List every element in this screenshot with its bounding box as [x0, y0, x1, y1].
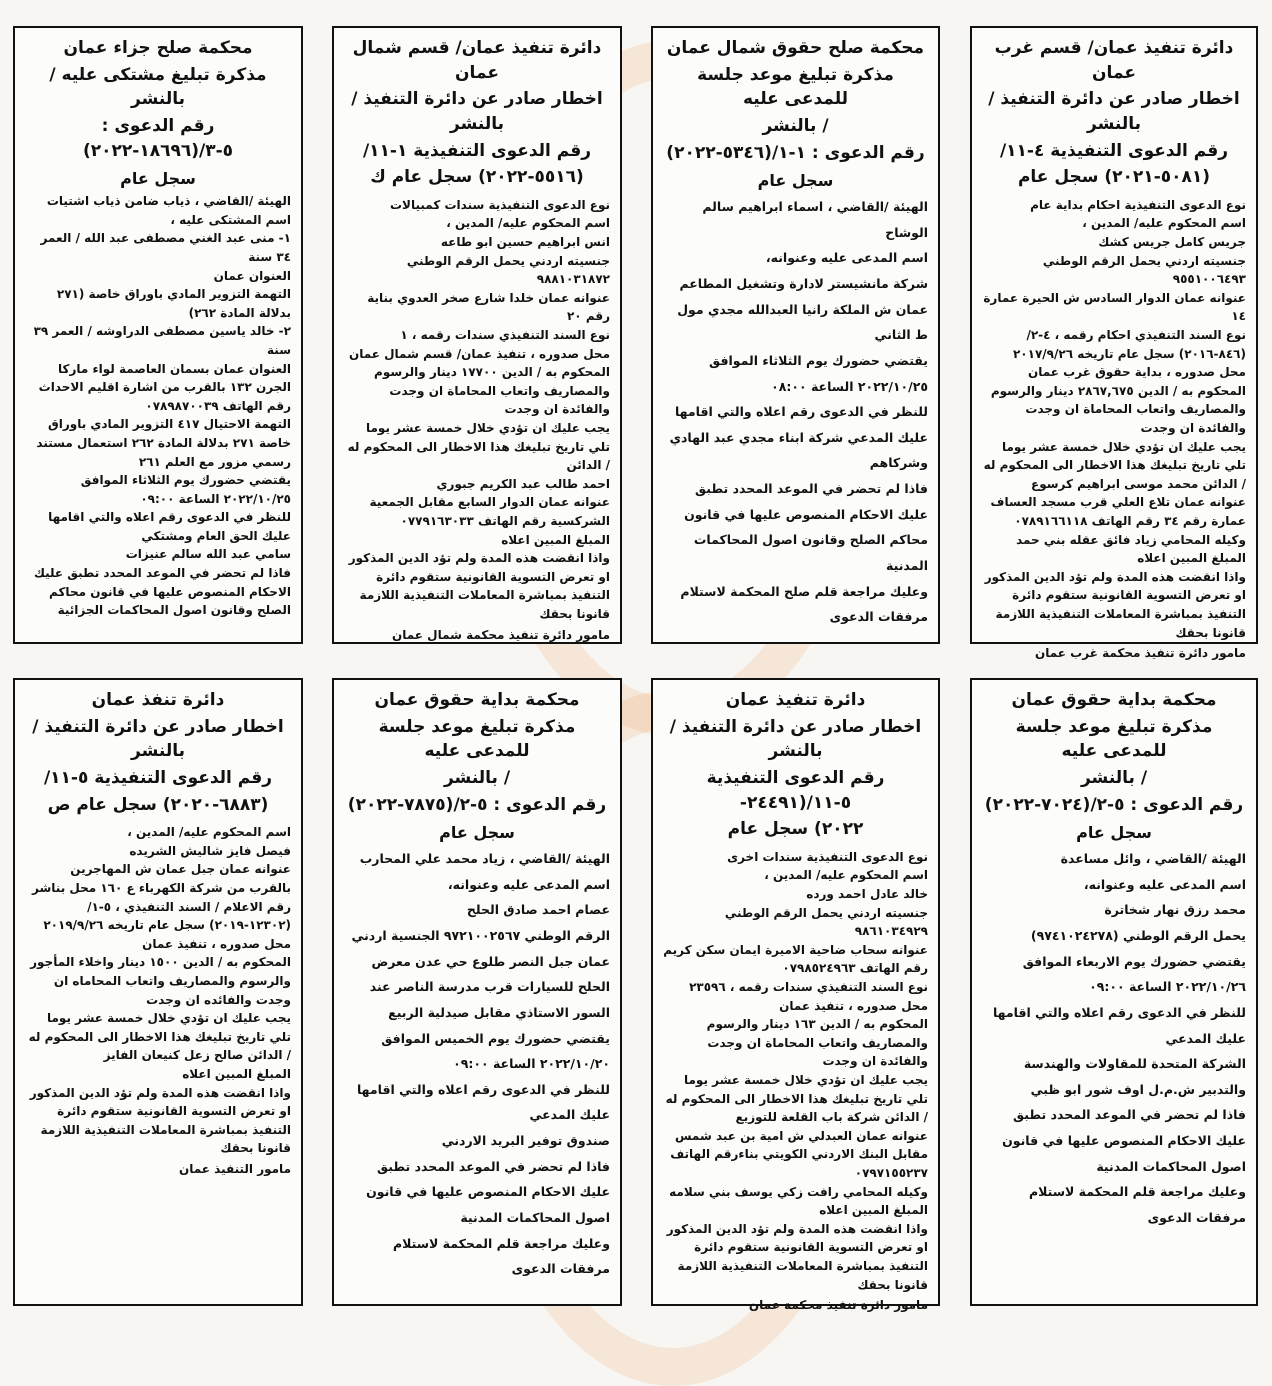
notice-title [663, 688, 928, 842]
notice-title-line: رقم الدعوى التنفيذية ٤-١١/ [999, 140, 1229, 161]
notice-west-amman-execution [970, 26, 1258, 661]
notice-title-line: مذكرة تبليغ موعد جلسة للمدعى عليه [1015, 716, 1213, 762]
notice-body-line: الهيئة /القاضي ، وائل مساعدة [1060, 851, 1246, 867]
notice-signature: مامور التنفيذ عمان [178, 1161, 291, 1176]
notice-body [982, 196, 1246, 642]
notice-body-line: المبلغ المبين اعلاه [1137, 551, 1246, 566]
notice-amman-first-instance-7024 [970, 678, 1258, 1306]
notice-body [344, 846, 610, 1282]
notice-signature: مامور دائرة تنفيذ محكمة غرب عمان [1035, 646, 1246, 661]
notice-body-line: محل صدوره ، تنفيذ عمان/ قسم شمال عمان [348, 346, 610, 361]
notice-title-line: دائرة تنفيذ عمان [725, 690, 866, 710]
notice-body-line: التهمة الاحتيال ٤١٧ التزوير المادي باوراق خاصة ٢٧١ بدلالة المادة ٢٦٢ استعمال مستند رسمي مزور مع العلم ٢٦١ [36, 417, 291, 469]
notice-body-line: عنوانه عمان تلاع العلي قرب مسجد العساف عمارة رقم ٣٤ رقم الهاتف ٠٧٨٩١٦٦١١٨ [990, 495, 1246, 528]
notice-body-line: رقم الاعلام / السند التنفيذي ، ٥-١/ (١٢٣٠٢-٢٠١٩) سجل عام تاريخه ٢٠١٩/٩/٢٦ [43, 899, 291, 933]
notice-title-line: / بالنشر [443, 767, 511, 788]
notice-body-line: فاذا لم تحضر في الموعد المحدد تطبق عليك الاحكام المنصوص عليها في قانون اصول المحاكمات المدنية [366, 1158, 610, 1225]
notice-body-line: واذا انقضت هذه المدة ولم تؤد الدين المذكور او تعرض التسوية القانونية ستقوم دائرة التنفيذ بمباشرة المعاملات التنفيذية اللازمة قانونا بحقك [666, 1221, 928, 1292]
notice-body-line: واذا انقضت هذه المدة ولم تؤد الدين المذكور او تعرض التسوية القانونية ستقوم دائرة التنفيذ بمباشرة المعاملات التنفيذية اللازمة قانونا بحقك [984, 569, 1246, 640]
notice-body-line: وكيله المحامي زياد فائق عقله بني حمد [1016, 532, 1246, 547]
notice-body-line: واذا انقضت هذه المدة ولم تؤد الدين المذكور او تعرض التسوية القانونية ستقوم دائرة التنفيذ بمباشرة المعاملات التنفيذية اللازمة قانونا بحقك [29, 1085, 291, 1156]
notice-body-line: ١- منى عبد الغني مصطفى عبد الله / العمر ٣٤ سنة [40, 231, 291, 264]
notice-body-line: الشركة المتحدة للمقاولات والهندسة والتدبير ش.م.ل اوف شور ابو ظبي [1023, 1056, 1246, 1097]
notice-title-line: دائرة تنفيذ عمان/ قسم غرب عمان [994, 38, 1234, 83]
notice-body-line: المحكوم به / الدين ١٦٣ دينار والرسوم والمصاريف واتعاب المحاماة ان وجدت والفائدة ان وجدت [706, 1017, 928, 1069]
notice-title [344, 36, 610, 190]
notice-title [663, 36, 928, 165]
notice-body-line: وعليك مراجعة قلم صلح المحكمة لاستلام مرفقات الدعوى [680, 583, 928, 625]
notice-title-line: اخطار صادر عن دائرة التنفيذ / بالنشر [32, 716, 284, 762]
notice-north-amman-conciliation [651, 26, 940, 644]
notice-body-line: نوع الدعوى التنفيذية احكام بداية عام [1030, 197, 1246, 212]
notice-body-line: يجب عليك ان تؤدي خلال خمسة عشر يوما تلي تاريخ تبليغك هذا الاخطار الى المحكوم له / الدائن محمد موسى ابراهيم كرسوع [983, 439, 1246, 491]
notice-body-line: وكيله المحامي رافت زكي يوسف بني سلامه [669, 1184, 928, 1199]
notice-title-line: اخطار صادر عن دائرة التنفيذ / بالنشر [351, 89, 603, 134]
notice-body-line: العنوان عمان [213, 268, 291, 283]
notice-north-amman-execution [332, 26, 622, 644]
notice-body-line: المبلغ المبين اعلاه [819, 1203, 928, 1218]
notice-body-line: احمد طالب عبد الكريم جبوري [436, 476, 610, 491]
notice-body-line: محل صدوره ، تنفيذ عمان [779, 998, 928, 1013]
notice-title-line: ٢٠٢٢) سجل عام [727, 819, 864, 840]
notice-title [344, 688, 610, 817]
notice-body-line: يجب عليك ان تؤدي خلال خمسة عشر يوما تلي تاريخ تبليغك هذا الاخطار الى المحكوم له / الدائن صالح زعل كنيعان الفايز [28, 1011, 291, 1063]
notice-body-line: فاذا لم تحضر في الموعد المحدد تطبق عليك الاحكام المنصوص عليها في قانون محاكم الصلح وقانون اصول المحاكمات الجزائية [33, 566, 291, 618]
notice-title [25, 36, 291, 163]
notice-amman-criminal-conciliation [13, 26, 303, 644]
notice-body-line: سامي عبد الله سالم عنيزات [125, 547, 291, 562]
notice-body-line: المبلغ المبين اعلاه [501, 532, 610, 547]
notice-title-line: اخطار صادر عن دائرة التنفيذ / بالنشر [669, 716, 922, 762]
notice-body [25, 192, 291, 620]
notice-body-line: عنوانه عمان الدوار السابع مقابل الجمعية الشركسية رقم الهاتف ٠٧٧٩١٦٣٠٣٣ [369, 495, 610, 528]
notice-body-line: محل صدوره ، بداية حقوق غرب عمان [1028, 365, 1246, 380]
notice-body-line: اسم المدعى عليه وعنوانه، [447, 876, 610, 892]
notice-title-line: محكمة صلح حقوق شمال عمان [666, 38, 925, 58]
notice-title [25, 688, 291, 817]
notice-title [982, 688, 1246, 817]
notice-body-line: المحكوم به / الدين ١٧٧٠٠ دينار والرسوم والمصاريف واتعاب المحاماة ان وجدت والفائدة ان وجدت [374, 365, 610, 417]
notice-body-line: المحكوم به / الدين ٢٨٦٧,٦٧٥ دينار والرسوم والمصاريف واتعاب المحاماة ان وجدت والفائدة ان وجدت [990, 383, 1246, 435]
notice-body-line: عمان جبل النصر طلوع حي عدن معرض الحلح للسيارات قرب مدرسة الناصر عند السور الاستاذي مقابل صيدلية الربيع [369, 953, 610, 1020]
notice-title-line: مذكرة تبليغ موعد جلسة للمدعى عليه [378, 716, 576, 762]
notice-body-line: خالد عادل احمد ورده [806, 887, 928, 902]
notice-registry-label: سجل عام [757, 171, 834, 191]
notice-body-line: اسم المدعى عليه وعنوانه، [1083, 876, 1246, 892]
notice-body [982, 846, 1246, 1230]
notice-body-line: اسم المحكوم عليه/ المدين ، [1082, 216, 1246, 231]
notice-body-line: انس ابراهيم حسين ابو طاعه [440, 235, 610, 250]
notice-body-line: المحكوم به / الدين ١٥٠٠ دينار واخلاء المأجور والرسوم والمصاريف واتعاب المحاماه ان وجدت والفائده ان وجدت [30, 955, 291, 1007]
notice-amman-first-instance-7875 [332, 678, 622, 1306]
notice-body [25, 823, 291, 1158]
notice-body-line: المبلغ المبين اعلاه [182, 1066, 291, 1081]
notice-body-line: الرقم الوطني ٩٧٢١٠٠٢٥٦٧ الجنسية اردني [351, 928, 610, 944]
notice-amman-execution-6883 [13, 678, 303, 1306]
notice-body-line: للنظر في الدعوى رقم اعلاه والتي اقامها عليك الحق العام ومشتكي [48, 510, 291, 543]
notice-title-line: / بالنشر [762, 115, 829, 136]
notice-title-line: رقم الدعوى : ٥-٢/(٧٨٧٥-٢٠٢٢) [347, 794, 607, 815]
notice-body-line: ٢- خالد ياسين مصطفى الدراوشه / العمر ٣٩ سنة [33, 324, 291, 357]
notice-title-line: محكمة صلح جزاء عمان [63, 38, 253, 58]
notice-registry-label: سجل عام [439, 823, 515, 843]
notice-body-line: عصام احمد صادق الحلح [466, 902, 610, 918]
notice-body-line: اسم المحكوم عليه/ المدين ، [446, 216, 610, 231]
notice-body-line: نوع السند التنفيذي سندات رقمه ، ١ [400, 328, 610, 342]
notice-signature: مامور دائرة تنفيذ محكمة شمال عمان [391, 627, 610, 642]
notice-body-line: يجب عليك ان تؤدي خلال خمسة عشر يوما تلي تاريخ تبليغك هذا الاخطار الى المحكوم له / الدائن [347, 420, 610, 473]
notice-body-line: اسم المدعى عليه وعنوانه، [765, 250, 928, 266]
notice-body-line: للنظر في الدعوى رقم اعلاه والتي اقامها عليك المدعي [356, 1081, 610, 1123]
notice-title-line: رقم الدعوى : ١-١/(٥٣٤٦-٢٠٢٢) [666, 142, 925, 163]
notice-body-line: عنوانه سحاب ضاحية الاميرة ايمان سكن كريم رقم الهاتف ٠٧٩٨٥٢٤٩٦٣ [663, 942, 928, 976]
notice-title-line: رقم الدعوى التنفيذية ٥-١١/ [43, 767, 273, 788]
notice-title-line: / بالنشر [1080, 767, 1148, 788]
notice-body [663, 194, 928, 630]
notice-body-line: وعليك مراجعة قلم المحكمة لاستلام مرفقات الدعوى [392, 1235, 610, 1277]
notice-body-line: عنوانه عمان خلدا شارع صخر العدوي بناية رقم ٢٠ [367, 290, 610, 324]
notice-signature: مامور دائرة تنفيذ محكمة عمان [748, 1298, 928, 1313]
notice-body-line: محمد رزق نهار شخاترة [1104, 902, 1246, 918]
notice-body-line: فاذا لم تحضر في الموعد المحدد تطبق عليك الاحكام المنصوص عليها في قانون محاكم الصلح وقانون اصول المحاكمات المدنية [684, 481, 928, 573]
notice-body-line: العنوان عمان بسمان العاصمة لواء ماركا الجرن ١٣٢ بالقرب من اشارة اقليم الاحداث رقم الهاتف ٠٧٨٩٨٧٠٠٣٩ [38, 361, 291, 413]
notice-title-line: (٥٠٨١-٢٠٢١) سجل عام [1017, 167, 1211, 188]
notice-title-line: رقم الدعوى : ٥-٢/(٧٠٢٤-٢٠٢٢) [984, 794, 1244, 815]
notice-title [982, 36, 1246, 190]
notice-body [344, 196, 610, 624]
notice-body-line: للنظر في الدعوى رقم اعلاه والتي اقامها عليك المدعي [992, 1004, 1246, 1046]
notice-title-line: مذكرة تبليغ مشتكى عليه / بالنشر [49, 64, 267, 110]
notice-title-line: مذكرة تبليغ موعد جلسة للمدعى عليه [697, 64, 894, 110]
notice-body-line: جنسيته اردني يحمل الرقم الوطني ٩٨٨١٠٣١٨٧٢ [406, 253, 610, 287]
notice-body-line: يقتضي حضورك يوم الاربعاء الموافق ٢٠٢٢/١٠/٢٦ الساعة ٠٩:٠٠ [1022, 953, 1246, 995]
notice-title-line: (٥٥١٦-٢٠٢٢) سجل عام ك [370, 167, 584, 188]
notice-body-line: يحمل الرقم الوطني (٩٧٤١٠٢٤٢٧٨) [1030, 928, 1246, 944]
notice-title-line: رقم الدعوى التنفيذية ٥-١١/(٢٤٤٩١- [706, 767, 885, 813]
notice-body-line: يجب عليك ان تؤدي خلال خمسة عشر يوما تلي تاريخ تبليغك هذا الاخطار الى المحكوم له / الدائن شركة باب القلعة للتوزيع [665, 1072, 928, 1125]
notice-title-line: اخطار صادر عن دائرة التنفيذ / بالنشر [988, 89, 1240, 134]
notice-amman-execution-24491 [651, 678, 940, 1313]
notice-body-line: نوع السند التنفيذي سندات رقمه ، ٢٣٥٩٦ [689, 980, 928, 994]
notice-body-line: نوع الدعوى التنفيذية سندات كمبيالات [390, 197, 610, 212]
notice-body [663, 848, 928, 1294]
notice-body-line: عنوانه عمان جبل عمان ش المهاجرين بالقرب من شركة الكهرباء ع ١٦٠ محل بناشر [32, 862, 291, 895]
notice-body-line: محل صدوره ، تنفيذ عمان [142, 936, 291, 951]
notice-body-line: واذا انقضت هذه المدة ولم تؤد الدين المذكور او تعرض التسوية القانونية ستقوم دائرة التنفيذ بمباشرة المعاملات التنفيذية اللازمة قانونا بحقك [348, 551, 610, 621]
notice-title-line: دائرة تنفذ عمان [91, 690, 225, 710]
notice-body-line: جريس كامل جريس كشك [1098, 235, 1246, 250]
notice-body-line: صندوق توفير البريد الاردني [441, 1133, 610, 1149]
notice-body-line: عنوانه عمان الدوار السادس ش الحيرة عمارة ١٤ [983, 290, 1246, 324]
notice-body-line: الهيئة /القاضي ، زياد محمد علي المحارب [359, 851, 610, 867]
notice-body-line: للنظر في الدعوى رقم اعلاه والتي اقامها عليك المدعي شركة ابناء مجدي عبد الهادي وشركاهم [669, 404, 928, 471]
notice-body-line: نوع السند التنفيذي احكام رقمه ، ٤-٢/ (٨٤٦-٢٠١٦) سجل عام تاريخه ٢٠١٧/٩/٢٦ [1012, 328, 1246, 361]
notice-body-line: اسم المشتكى عليه ، [170, 212, 291, 227]
notice-title-line: (٦٨٨٣-٢٠٢٠) سجل عام ص [47, 794, 269, 815]
notice-body-line: فيصل فايز شاليش الشريده [129, 843, 291, 858]
notice-body-line: يقتضي حضورك يوم الثلاثاء الموافق ٢٠٢٢/١٠/٢٥ الساعة ٠٨:٠٠ [709, 352, 928, 394]
notice-body-line: جنسيته اردني يحمل الرقم الوطني ٩٨٦١٠٣٤٩٢٩ [724, 905, 928, 939]
notice-body-line: الهيئة /القاضي ، اسماء ابراهيم سالم الوشاح [702, 199, 928, 240]
notice-title-line: محكمة بداية حقوق عمان [1011, 690, 1217, 710]
notice-title-line: رقم الدعوى التنفيذية ١-١١/ [362, 140, 592, 161]
notice-body-line: يقتضي حضورك يوم الثلاثاء الموافق ٢٠٢٢/١٠/٢٥ الساعة ٠٩:٠٠ [80, 473, 291, 506]
notice-body-line: اسم المحكوم عليه/ المدين ، [127, 825, 291, 840]
notice-body-line: الهيئة /القاضي ، ذياب ضامن ذياب اشتيات [46, 194, 291, 209]
notice-body-line: عمان ش الملكة رانيا العبدالله مجدي مول ط الثاني [677, 301, 928, 343]
notice-title-line: دائرة تنفيذ عمان/ قسم شمال عمان [352, 38, 602, 83]
notice-body-line: يقتضي حضورك يوم الخميس الموافق ٢٠٢٢/١٠/٢٠ الساعة ٠٩:٠٠ [381, 1030, 610, 1072]
notice-title-line: محكمة بداية حقوق عمان [374, 690, 580, 710]
notice-body-line: التهمة التزوير المادي باوراق خاصة (٢٧١ بدلالة المادة ٢٦٢) [56, 287, 291, 320]
notice-registry-label: سجل عام [120, 169, 196, 189]
notice-body-line: شركة مانشيستر لادارة وتشغيل المطاعم [679, 276, 928, 292]
notice-body-line: عنوانه عمان العبدلي ش امية بن عبد شمس مقابل البنك الاردني الكويتي بناءرقم الهاتف ٠٧٩٧١٥٥٢٣٧ [670, 1128, 928, 1180]
notice-registry-label: سجل عام [1076, 823, 1152, 843]
notice-body-line: وعليك مراجعة قلم المحكمة لاستلام مرفقات الدعوى [1028, 1184, 1246, 1225]
notice-body-line: اسم المحكوم عليه/ المدين ، [764, 868, 928, 883]
notice-body-line: جنسيته اردني يحمل الرقم الوطني ٩٥٥١٠٠٦٤٩٣ [1042, 253, 1246, 287]
notice-body-line: نوع الدعوى التنفيذية سندات اخرى [727, 849, 928, 864]
notice-body-line: فاذا لم تحضر في الموعد المحدد تطبق عليك الاحكام المنصوص عليها في قانون اصول المحاكمات المدنية [1002, 1107, 1246, 1174]
notice-title-line: رقم الدعوى : ٥-٣/(١٨٦٩٦-٢٠٢٢) [82, 115, 234, 161]
